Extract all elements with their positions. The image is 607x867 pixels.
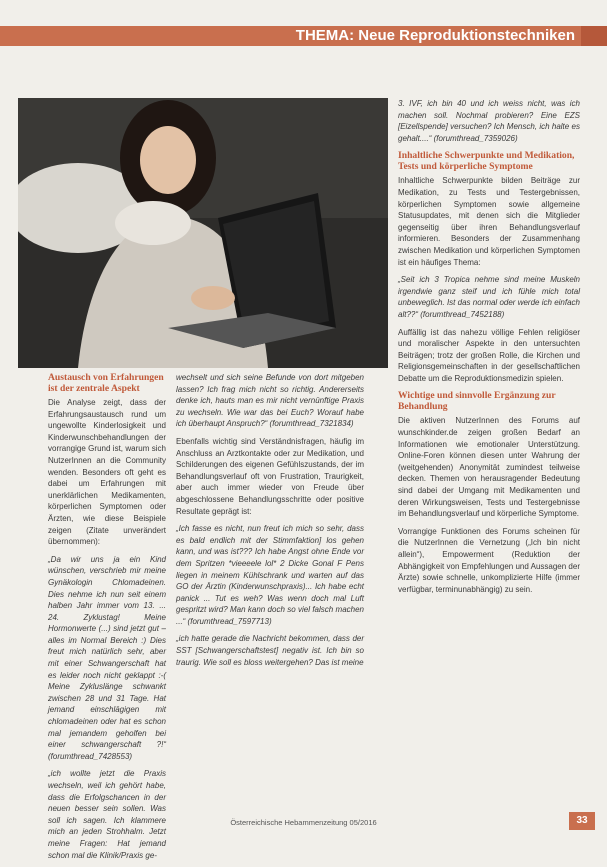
section-heading-topics: Inhaltliche Schwerpunkte und Medikation, Tests und körperliche Symptome <box>398 150 575 173</box>
page-number: 33 <box>569 812 595 830</box>
forum-quote: „Ich fasse es nicht, nun freut ich mich so sehr, dass es bald endlich mit der Stimmfaktion] los gehen kann, und was ist??? Ich habe Angst ohne Ende vor dem Spritzen *vieeeele lol* 2 Dicke Gonal F Pens liegen in meinem Kühlschrank und warten auf das GO der Ärztin (Kinderwunschpraxis)... Ich habe echt panick ... Tut es weh? Was wenn doch mal Luft gespritzt wird? Man kann doch so viel falsch machen ...“ (forumthread_7597713) <box>176 524 364 626</box>
forum-quote: „Da wir uns ja ein Kind wünschen, verschrieb mir meine Gynäkologin Chlomadeinen. Dies nehme ich nun seit einem halben Jahr immer vom 13. ... 24. Zyklustag! Meine Hormonwerte (...) sind jetzt gut – alles im Normal Bereich :) Dies freut mich natürlich sehr, aber mit einer Schwangerschaft hat es leider noch nicht geklappt :-( Meine Zykluslänge schwankt zwischen 28 und 31 Tage. Hat jemand einschlägigen mit chlomadeinen oder hat es schon mal jemandem geholfen bei einer schwangerschaft ?!“ (forumthread_7428553) <box>48 554 166 761</box>
section-title: THEMA: Neue Reproduktionstechniken <box>295 27 575 44</box>
paragraph: Auffällig ist das nahezu völlige Fehlen religiöser und moralischer Aspekte in den untersuchten Beiträgen; trotz der großen Rolle, die Kirchen und Religionsgemeinschaften in der gesellschaftlichen Debatte um die Reproduktionsmedizin spielen. <box>398 327 580 383</box>
forum-quote: wechselt und sich seine Befunde von dort mitgeben lassen? Ich frag mich nicht so richtig. Andererseits denke ich, hauts man es mir nicht vernünftige Praxis zu wechseln. Wie war das bei Euch? Worauf habe ich überhaupt Anspruch?“ (forumthread_7321834) <box>176 373 364 429</box>
journal-footer: Österreichische Hebammenzeitung 05/2016 <box>230 818 377 827</box>
header-tab-marker <box>581 26 607 46</box>
article-photo <box>18 98 388 368</box>
section-heading-exchange: Austausch von Erfahrungen ist der zentrale Aspekt <box>48 372 164 394</box>
column-3 <box>398 98 580 601</box>
paragraph: Ebenfalls wichtig sind Verständnisfragen, häufig im Anschluss an Arztkontakte oder zur Medikation, und Schilderungen des eigenen Gefühlszustands, der im Behandlungsverlauf oft von Frustration, Traurigkeit, aber auch immer wieder von Freude über abgeschlossene Behandlungsschritte oder positive Resultate geprägt ist: <box>176 436 364 516</box>
section-heading-supplement: Wichtige und sinnvolle Ergänzung zur Behandlung <box>398 390 556 413</box>
paragraph: Die Analyse zeigt, dass der Erfahrungsaustausch rund um ungewollte Kinderlosigkeit und Kinderwunschbehandlungen der vorrangige Grund ist, warum sich NutzerInnen an die Community wenden. Besonders oft geht es dabei um Erfahrungen mit unerklärlichen Medikamenten, körperlichen Symptomen oder Ärzten, wie diese Beispiele zeigen (Zitate unverändert übernommen): <box>48 398 166 547</box>
forum-quote: „ich hatte gerade die Nachricht bekommen, dass der SST [Schwangerschaftstest] negativ ist. Ich bin so traurig. Wie soll es bloss weitergehen? Das ist meine <box>176 634 364 667</box>
column-1 <box>48 372 166 867</box>
forum-quote: „Seit ich 3 Tropica nehme sind meine Muskeln irgendwie ganz steif und ich fühle mich total unbeweglich. Ist das normal oder werde ich einfach alt??“ (forumthread_7452188) <box>398 275 580 319</box>
forum-quote: 3. IVF, ich bin 40 und ich weiss nicht, was ich machen soll. Nochmal probieren? Eine EZS [Eizellspende] versuchen? Ich Mensch, ich halte es gehalt....“ (forumthread_7359026) <box>398 99 580 143</box>
paragraph: Die aktiven NutzerInnen des Forums auf wunschkinder.de zeigen großen Bedarf an Informationen wie emotionaler Unterstützung. Online-Foren können diesen unter Wahrung der (weitgehenden) Anonymität zumindest teilweise decken. Themen von herausragender Bedeutung sind dabei der Umgang mit Medikamenten und deren Wirkungsweisen, Tests und Testergebnisse im Behandlungsverlauf und körperliche Symptome. <box>398 416 580 519</box>
paragraph: Vorrangige Funktionen des Forums scheinen für die NutzerInnen die Vernetzung („Ich bin nicht allein“), Empowerment (Reduktion der Abhängigkeit von Empfehlungen und Aussagen der Ärzte) sowie schnelle, unkomplizierte Hilfe (immer verfügbar, terminunabhängig) zu sein. <box>398 526 580 594</box>
paragraph: Inhaltliche Schwerpunkte bilden Beiträge zur Medikation, zu Tests und Testergebnissen, körperlichen Symptomen sowie allgemeine Statusupdates, mit denen sich die Mitglieder gegenseitig über ihren Behandlungsverlauf informieren. Besonders der Zusammenhang zwischen Medikation und körperlichen Symptomen ist ein häufiges Thema: <box>398 176 580 267</box>
column-2 <box>176 372 364 674</box>
forum-quote: „ich wollte jetzt die Praxis wechseln, weil ich gehört habe, dass die Erfolgschancen in der neuen besser sein sollen. Was soll ich sagen. Ich klammere mich an jeden Strohhalm. Jetzt meine Fragen: Hat jemand schon mal die Klinik/Praxis ge- <box>48 769 166 860</box>
